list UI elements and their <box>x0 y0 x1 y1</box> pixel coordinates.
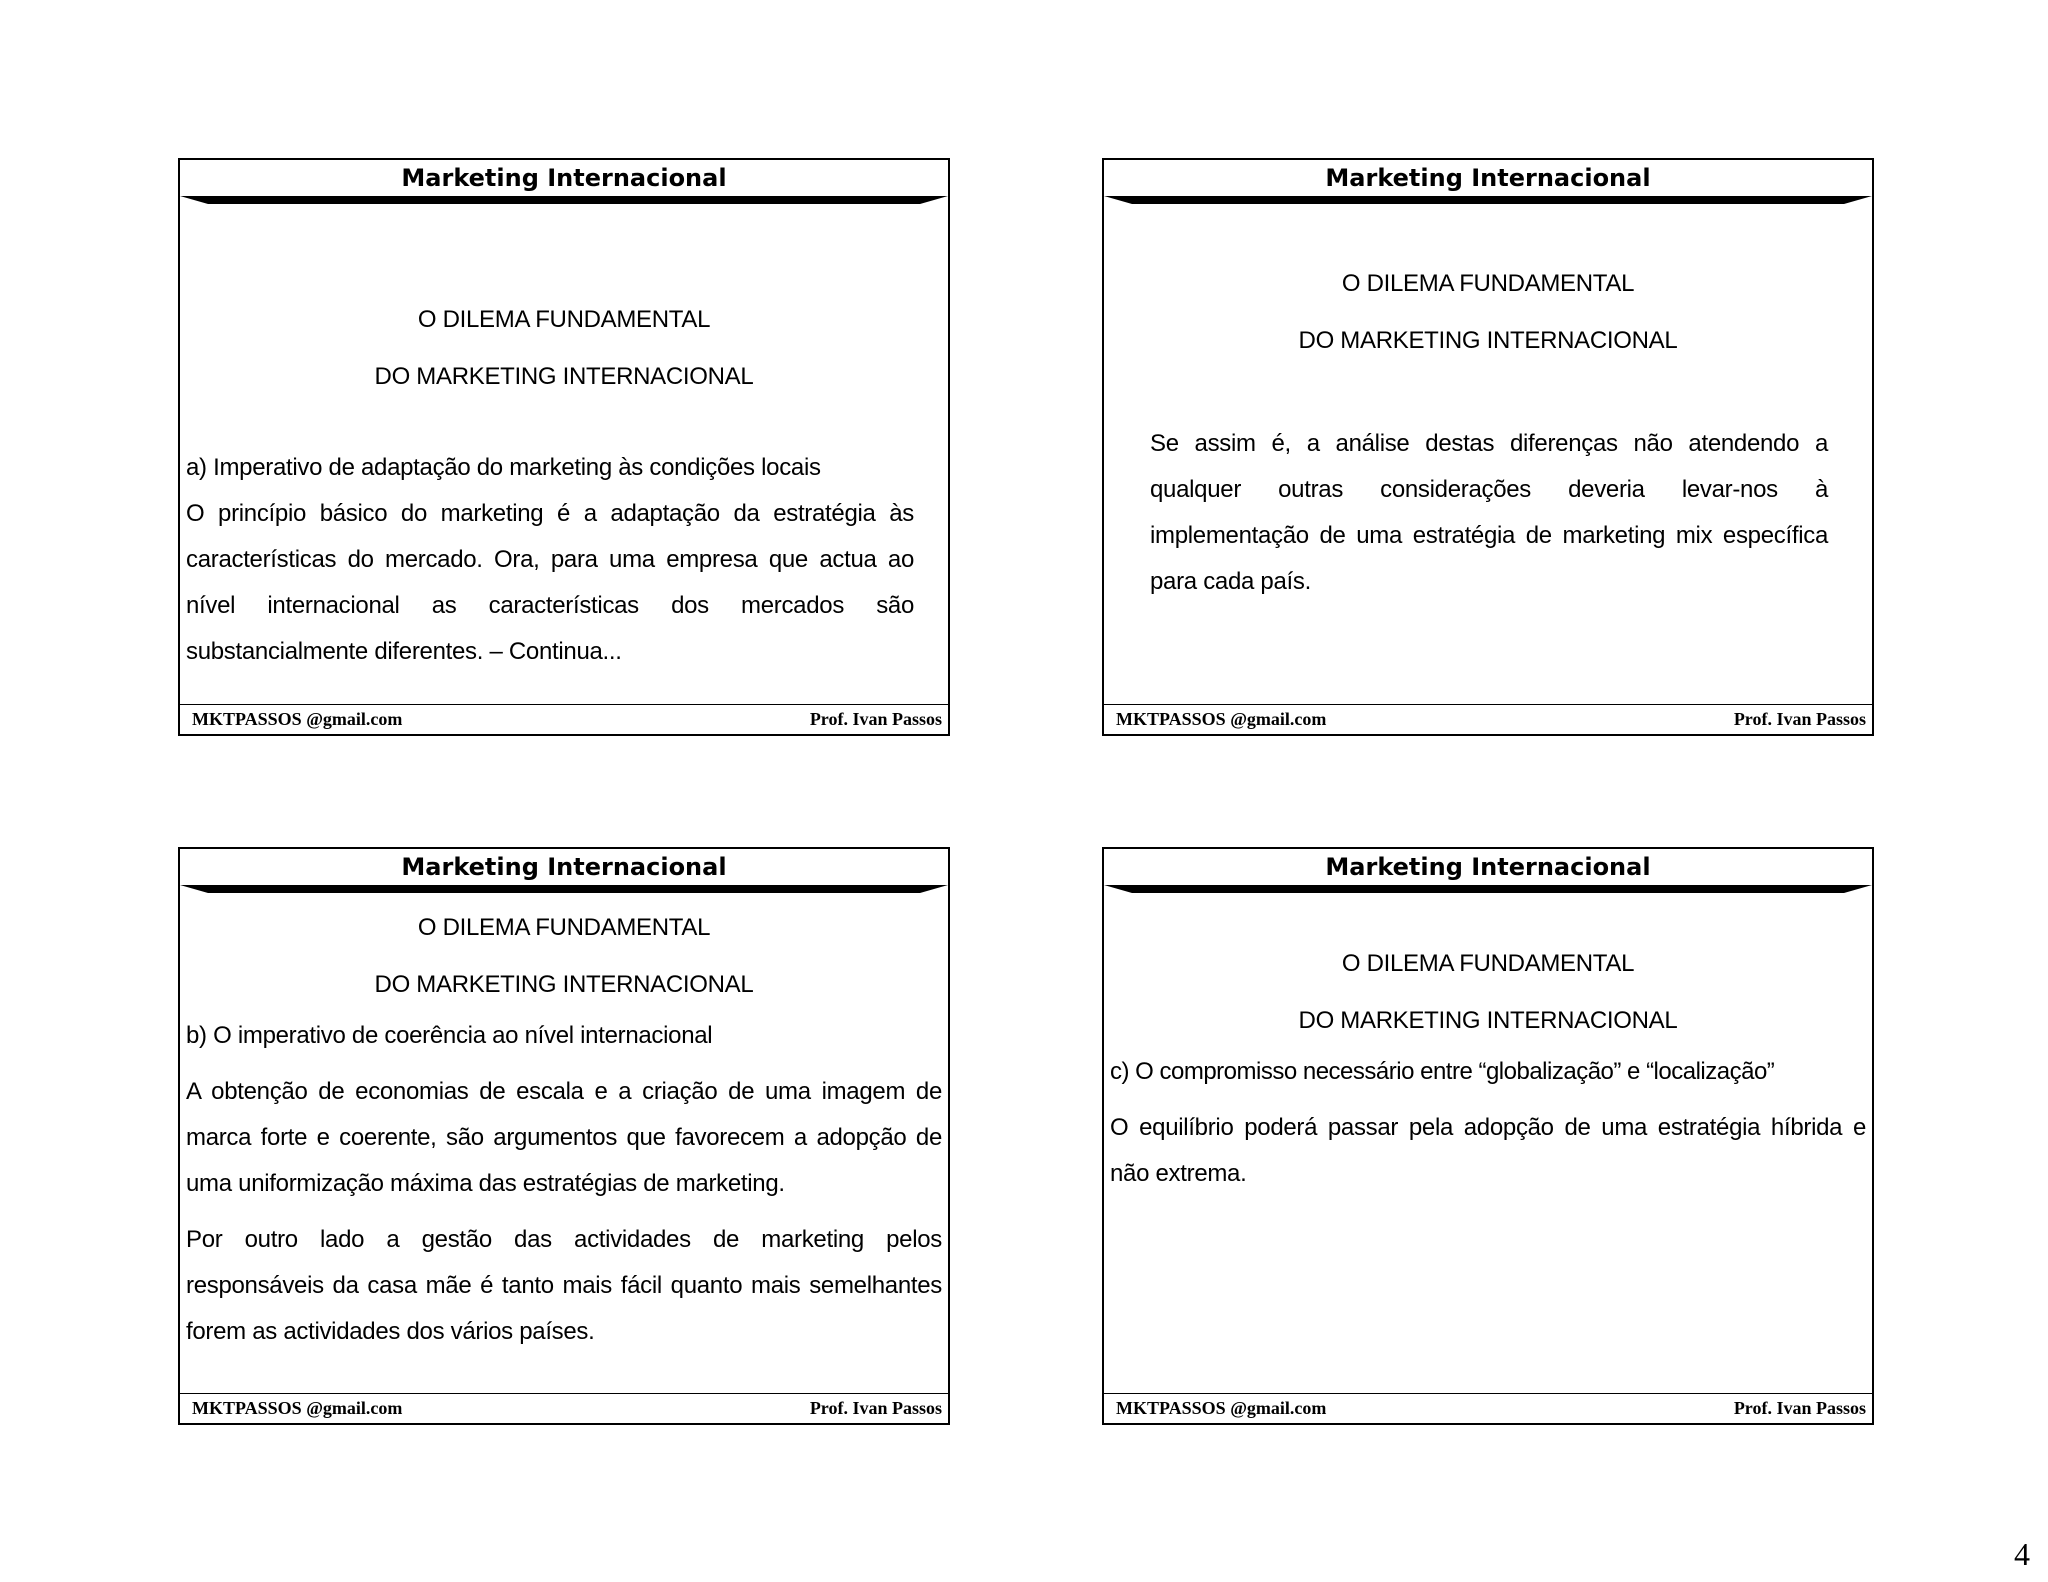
footer-email: MKTPASSOS @gmail.com <box>1116 709 1327 729</box>
slide-title-line1: O DILEMA FUNDAMENTAL <box>417 306 711 333</box>
slide-body <box>186 291 942 675</box>
header-rule <box>180 196 948 208</box>
page-number: 4 <box>2014 1536 2030 1572</box>
footer-author: Prof. Ivan Passos <box>809 709 942 729</box>
slide-title-line1: O DILEMA FUNDAMENTAL <box>417 914 711 941</box>
slide-title-line1: O DILEMA FUNDAMENTAL <box>1341 270 1635 297</box>
slide-title-line2: DO MARKETING INTERNACIONAL <box>1298 1007 1678 1034</box>
slide-title-line2: DO MARKETING INTERNACIONAL <box>374 363 754 390</box>
slide-footer <box>180 704 948 734</box>
paragraph: O princípio básico do marketing é a adaptação da estratégia às características do mercado. Ora, para uma empresa que actua ao nível internacional as características dos mercados são substancialmente diferentes. – Continua... <box>186 500 914 665</box>
slide-header: Marketing Internacional <box>401 853 727 881</box>
slide-1 <box>178 158 950 736</box>
paragraph: A obtenção de economias de escala e a criação de uma imagem de marca forte e coerente, são argumentos que favorecem a adopção de uma uniformização máxima das estratégias de marketing. <box>186 1078 942 1197</box>
slide-header: Marketing Internacional <box>401 164 727 192</box>
footer-email: MKTPASSOS @gmail.com <box>192 1398 403 1418</box>
slide-2 <box>1102 158 1874 736</box>
paragraph: Se assim é, a análise destas diferenças não atendendo a qualquer outras considerações deveria levar-nos à implementação de uma estratégia de marketing mix específica para cada país. <box>1150 430 1828 595</box>
slide-title-line2: DO MARKETING INTERNACIONAL <box>1298 327 1678 354</box>
slide-header: Marketing Internacional <box>1325 164 1651 192</box>
footer-email: MKTPASSOS @gmail.com <box>1116 1398 1327 1418</box>
section-heading: b) O imperativo de coerência ao nível internacional <box>186 1022 713 1049</box>
slide-footer <box>1104 704 1872 734</box>
header-rule <box>1104 196 1872 208</box>
slide-title-line2: DO MARKETING INTERNACIONAL <box>374 971 754 998</box>
slide-body <box>1110 255 1866 605</box>
slide-body <box>1110 935 1866 1197</box>
slide-header: Marketing Internacional <box>1325 853 1651 881</box>
header-rule <box>180 885 948 897</box>
header-rule <box>1104 885 1872 897</box>
footer-email: MKTPASSOS @gmail.com <box>192 709 403 729</box>
paragraph: Por outro lado a gestão das actividades de marketing pelos responsáveis da casa mãe é tanto mais fácil quanto mais semelhantes forem as actividades dos vários países. <box>186 1226 942 1345</box>
footer-author: Prof. Ivan Passos <box>1733 709 1866 729</box>
slide-3 <box>178 847 950 1425</box>
slide-footer <box>180 1393 948 1423</box>
section-heading: c) O compromisso necessário entre “globalização” e “localização” <box>1110 1058 1775 1085</box>
slide-title-line1: O DILEMA FUNDAMENTAL <box>1341 950 1635 977</box>
footer-author: Prof. Ivan Passos <box>1733 1398 1866 1418</box>
paragraph: O equilíbrio poderá passar pela adopção de uma estratégia híbrida e não extrema. <box>1110 1114 1866 1187</box>
slide-footer <box>1104 1393 1872 1423</box>
slide-body <box>186 899 942 1355</box>
footer-author: Prof. Ivan Passos <box>809 1398 942 1418</box>
slide-4 <box>1102 847 1874 1425</box>
section-heading: a) Imperativo de adaptação do marketing às condições locais <box>186 454 821 481</box>
